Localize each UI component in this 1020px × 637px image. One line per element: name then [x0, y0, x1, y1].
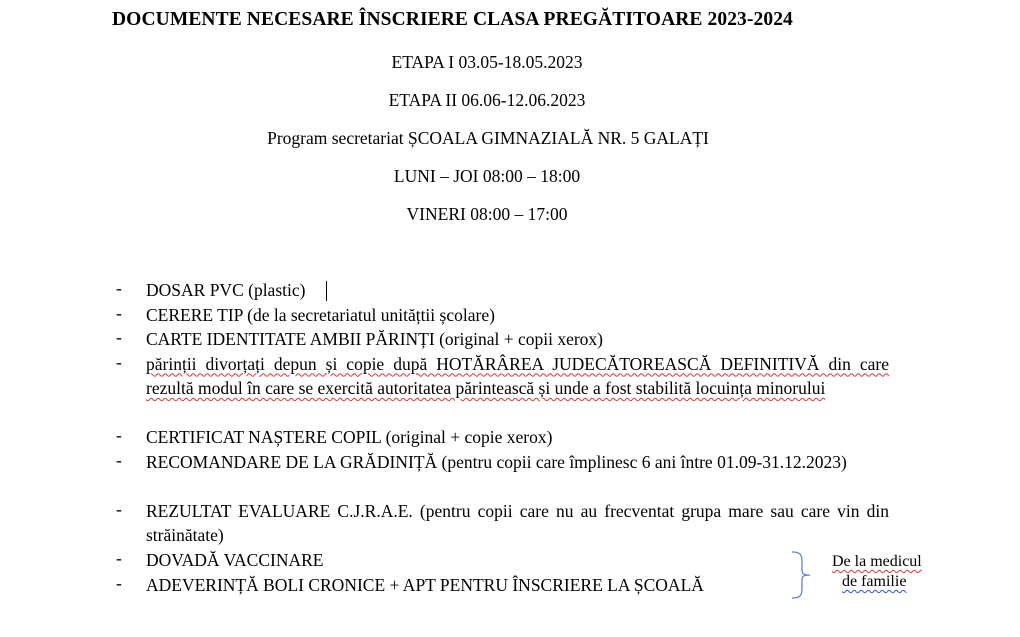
list-item-text: REZULTAT EVALUARE C.J.R.A.E. (pentru copii care nu au frecventat grupa mare sau care vin din străinătate)	[146, 500, 889, 545]
side-note	[832, 552, 922, 592]
list-item-text: CARTE IDENTITATE AMBII PĂRINȚI (original + copii xerox)	[146, 329, 603, 349]
list-bullet: -	[116, 548, 122, 568]
list-item-text: CERTIFICAT NAȘTERE COPIL (original + copie xerox)	[146, 427, 553, 447]
side-note-line-1: De la medicul	[832, 553, 922, 570]
stage-2: ETAPA II 06.06-12.06.2023	[388, 90, 586, 110]
secretariat-program: Program secretariat ȘCOALA GIMNAZIALĂ NR. 5 GALAȚI	[267, 128, 709, 148]
stage-1: ETAPA I 03.05-18.05.2023	[391, 52, 583, 72]
side-note-line-2: de familie	[842, 573, 907, 590]
hours-mon-thu: LUNI – JOI 08:00 – 18:00	[393, 166, 581, 186]
list-bullet: -	[116, 449, 122, 470]
list-bullet: -	[116, 278, 122, 298]
list-item-text: DOSAR PVC (plastic)	[146, 280, 306, 300]
list-bullet: -	[116, 572, 122, 593]
list-bullet: -	[116, 498, 122, 519]
list-item-text: DOVADĂ VACCINARE	[146, 550, 324, 570]
curly-brace-icon	[790, 550, 814, 600]
list-item-text: părinții divorțați depun și copie după HOTĂRÂREA JUDECĂTOREASCĂ DEFINITIVĂ din care rezultă modul în care se exercită autoritatea părintească și unde a fost stabilită locuința minorului	[146, 353, 889, 398]
list-bullet: -	[116, 351, 122, 372]
list-bullet: -	[116, 302, 122, 323]
list-item-text: RECOMANDARE DE LA GRĂDINIȚĂ (pentru copii care împlinesc 6 ani între 01.09-31.12.2023)	[146, 451, 847, 472]
hours-fri: VINERI 08:00 – 17:00	[406, 204, 568, 224]
list-item-text: ADEVERINȚĂ BOLI CRONICE + APT PENTRU ÎNSCRIERE LA ȘCOALĂ	[146, 574, 704, 595]
list-bullet: -	[116, 327, 122, 347]
list-item-text: CERERE TIP (de la secretariatul unitățtii școlare)	[146, 304, 495, 325]
document-title: DOCUMENTE NECESARE ÎNSCRIERE CLASA PREGĂTITOARE 2023-2024	[112, 9, 793, 30]
list-bullet: -	[116, 425, 122, 445]
